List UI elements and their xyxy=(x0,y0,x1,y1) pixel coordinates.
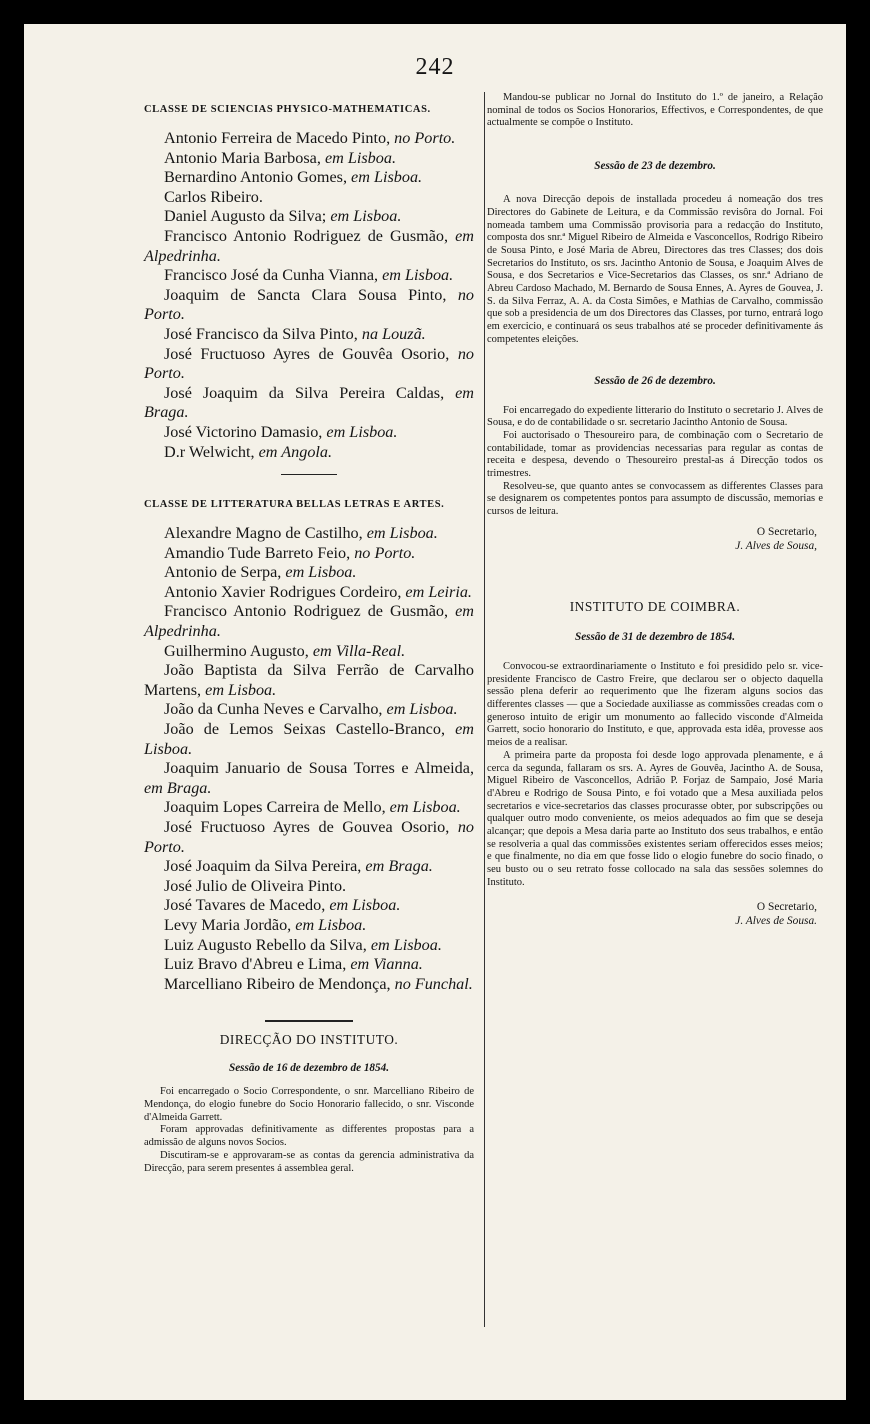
member-place: em Vianna. xyxy=(350,955,423,974)
member-name: D.r Welwicht, xyxy=(164,442,259,461)
member-name: Francisco Antonio Rodriguez de Gusmão, xyxy=(164,602,456,621)
member-entry xyxy=(144,129,474,149)
member-entry xyxy=(144,168,474,188)
member-name: Luiz Augusto Rebello da Silva, xyxy=(164,935,371,954)
member-entry xyxy=(144,936,474,956)
member-entry xyxy=(144,544,474,564)
member-name: Luiz Bravo d'Abreu e Lima, xyxy=(164,955,351,974)
member-entry xyxy=(144,286,474,325)
member-entry xyxy=(144,266,474,286)
paragraph: Discutiram-se e approvaram-se as contas da gerencia administrativa da Direcção, para serem presentes á assemblea geral. xyxy=(144,1149,474,1174)
member-place: em Lisboa. xyxy=(326,422,398,441)
member-name: Antonio Maria Barbosa, xyxy=(164,148,325,167)
member-place: em Lisboa. xyxy=(285,563,357,582)
signature-role: O Secretario, xyxy=(756,900,817,913)
member-entry xyxy=(144,759,474,798)
member-name: José Joaquim da Silva Pereira Caldas, xyxy=(164,383,456,402)
member-name: Joaquim de Sancta Clara Sousa Pinto, xyxy=(164,285,458,304)
member-entry xyxy=(144,857,474,877)
member-place: em Lisboa. xyxy=(144,720,474,758)
paragraph: Mandou-se publicar no Jornal do Instituto do 1.º de janeiro, a Relação nominal de todos os Socios Honorarios, Effectivos, e Correspondentes, de que actualmente se compõe o Instituto. xyxy=(487,92,823,129)
member-entry xyxy=(144,602,474,641)
member-entry xyxy=(144,916,474,936)
member-name: Bernardino Antonio Gomes, xyxy=(164,168,352,187)
coimbra-heading: INSTITUTO DE COIMBRA. xyxy=(569,598,741,614)
member-place: em Lisboa. xyxy=(366,524,438,543)
right-column xyxy=(487,92,823,928)
session2-text xyxy=(487,194,823,346)
member-entry xyxy=(144,524,474,544)
member-entry xyxy=(144,188,474,208)
member-entry xyxy=(144,325,474,345)
paragraph: Foram approvadas definitivamente as differentes propostas para a admissão de alguns novos Socios. xyxy=(144,1124,474,1149)
member-place: em Leiria. xyxy=(405,582,472,601)
member-name: Amandio Tude Barreto Feio, xyxy=(164,543,355,562)
session2-title: Sessão de 23 de dezembro. xyxy=(594,160,716,173)
member-entry xyxy=(144,149,474,169)
member-name: Antonio de Serpa, xyxy=(164,563,286,582)
member-entry xyxy=(144,207,474,227)
member-name: João de Lemos Seixas Castello-Branco, xyxy=(164,720,456,739)
session3-title: Sessão de 26 de dezembro. xyxy=(594,374,716,387)
class1-member-list xyxy=(144,129,474,462)
member-name: Alexandre Magno de Castilho, xyxy=(164,524,367,543)
signature-name: J. Alves de Sousa, xyxy=(735,539,817,552)
member-name: Francisco José da Cunha Vianna, xyxy=(164,266,383,285)
member-name: Antonio Ferreira de Macedo Pinto, xyxy=(164,129,395,147)
member-name: Joaquim Lopes Carreira de Mello, xyxy=(164,798,390,817)
column-divider xyxy=(484,92,485,1327)
member-name: José Joaquim da Silva Pereira, xyxy=(164,857,366,876)
member-place: em Lisboa. xyxy=(351,168,423,187)
member-place: em Braga. xyxy=(144,383,474,422)
separator-rule xyxy=(265,1020,353,1022)
member-place: em Braga. xyxy=(365,857,433,876)
paragraph: Foi encarregado o Socio Correspondente, o snr. Marcelliano Ribeiro de Mendonça, do elogio funebre do Socio Honorario fallecido, o snr. Visconde d'Almeida Garrett. xyxy=(144,1086,474,1123)
member-name: José Francisco da Silva Pinto, xyxy=(164,324,362,343)
member-place: em Alpedrinha. xyxy=(144,226,474,265)
member-name: José Fructuoso Ayres de Gouvêa Osorio, xyxy=(164,344,458,363)
member-place: no Porto. xyxy=(144,344,474,383)
member-place: em Lisboa. xyxy=(382,266,454,285)
separator-rule xyxy=(281,474,337,475)
member-entry xyxy=(144,345,474,384)
member-entry xyxy=(144,423,474,443)
session1-text xyxy=(144,1086,474,1175)
member-name: Carlos Ribeiro. xyxy=(164,187,263,206)
signature-name: J. Alves de Sousa. xyxy=(735,914,817,927)
member-place: na Louzã. xyxy=(361,324,426,343)
member-name: Guilhermino Augusto, xyxy=(164,641,313,660)
member-place: em Lisboa. xyxy=(324,148,397,167)
session4-text xyxy=(487,661,823,890)
member-entry xyxy=(144,818,474,857)
member-name: João Baptista da Silva Ferrão de Carvalho Martens, xyxy=(144,661,474,699)
paragraph: Foi auctorisado o Thesoureiro para, de combinação com o Secretario de contabilidade, tomar as providencias necessarias para regular as contas de receita e despesa, devendo o Thesoureiro prestal-as á Direcção todos os trimestres. xyxy=(487,429,823,480)
member-entry xyxy=(144,384,474,423)
paragraph: Foi encarregado do expediente litterario do Instituto o secretario J. Alves de Sousa, e do de contabilidade o sr. secretario Jacintho Antonio de Sousa. xyxy=(487,404,823,429)
direccao-heading: DIRECÇÃO DO INSTITUTO. xyxy=(219,1032,399,1048)
member-entry xyxy=(144,798,474,818)
session1-title: Sessão de 16 de dezembro de 1854. xyxy=(228,1062,390,1075)
member-place: em Angola. xyxy=(258,442,333,461)
member-place: em Lisboa. xyxy=(370,935,442,954)
member-place: no Funchal. xyxy=(394,974,473,993)
newspaper-page xyxy=(24,24,846,1400)
member-name: José Fructuoso Ayres de Gouvea Osorio, xyxy=(164,818,458,836)
signature-block xyxy=(487,900,823,928)
class1-heading: CLASSE DE SCIENCIAS PHYSICO-MATHEMATICAS. xyxy=(144,104,431,115)
member-name: Francisco Antonio Rodriguez de Gusmão, xyxy=(164,226,456,245)
member-place: em Lisboa. xyxy=(386,700,458,719)
member-place: em Lisboa. xyxy=(295,915,367,934)
member-name: Daniel Augusto da Silva; xyxy=(164,207,331,226)
member-entry xyxy=(144,443,474,463)
page-number: 242 xyxy=(415,54,455,80)
member-entry xyxy=(144,661,474,700)
member-name: Joaquim Januario de Sousa Torres e Almeida, xyxy=(164,759,474,778)
continued-text xyxy=(487,92,823,130)
paragraph: A nova Direcção depois de installada procedeu á nomeação dos tres Directores do Gabinete de Leitura, e da Commissão revisôra do Jornal. Foi nomeada tambem uma Commissão provisoria para a redacção do Instituto, composta dos snr.ª Miguel Ribeiro de Almeida e Vasconcellos, Rodrigo Ribeiro de Sousa Pinto, e José Maria de Abreu, Directores das tres Classes; dos dois Secretarios do Instituto, os srs. Jacintho Antonio de Sousa, e Joaquim Alves de Sousa, e dos Secretarios e Vice-Secretarios das Classes, os snr.ª Adriano de Abreu Cardoso Machado, M. Bernardo de Sousa Ennes, A. Ayres de Gouvea, J. S. da Silva Ferraz, A. A. da Costa Simões, e Mathias de Carvalho, commissão que sob a presidencia de um dos Directores das Classes, por turno, entrará logo em exercicio, e continuará os seus trabalhos até se proceder definitivamente ás competentes eleições. xyxy=(487,194,823,345)
member-place: em Villa-Real. xyxy=(312,641,406,660)
member-place: no Porto. xyxy=(354,543,416,562)
member-entry xyxy=(144,642,474,662)
member-entry xyxy=(144,700,474,720)
member-name: Levy Maria Jordão, xyxy=(164,915,296,934)
member-entry xyxy=(144,896,474,916)
session4-title: Sessão de 31 de dezembro de 1854. xyxy=(574,630,736,643)
member-name: Antonio Xavier Rodrigues Cordeiro, xyxy=(164,582,406,601)
member-entry xyxy=(144,975,474,995)
member-place: em Braga. xyxy=(144,778,212,797)
member-name: José Victorino Damasio, xyxy=(164,422,327,441)
member-entry xyxy=(144,720,474,759)
left-column xyxy=(144,104,474,1175)
member-name: João da Cunha Neves e Carvalho, xyxy=(164,700,387,719)
member-name: José Tavares de Macedo, xyxy=(164,896,330,915)
member-entry xyxy=(144,877,474,897)
member-place: no Porto. xyxy=(144,818,474,856)
class2-member-list xyxy=(144,524,474,994)
session3-text xyxy=(487,405,823,519)
signature-role: O Secretario, xyxy=(756,525,817,538)
signature-block xyxy=(487,525,823,553)
member-name: José Julio de Oliveira Pinto. xyxy=(164,876,347,895)
member-entry xyxy=(144,227,474,266)
member-name: Marcelliano Ribeiro de Mendonça, xyxy=(164,974,395,993)
paragraph: A primeira parte da proposta foi desde logo approvada plenamente, e á cerca da segunda, fallaram os srs. A. Ayres de Gouvêa, Jacintho A. de Sousa, Miguel Ribeiro de Vasconcellos, Adrião P. Forjaz de Sampaio, José Maria d'Abreu e Rodrigo de Sousa Pinto, e foi votado que a Mesa auxiliada pelos secretarios e vice-secretarios das classes procurasse obter, por subscripções ou qualquer outro modo conveniente, os meios adequados ao fim que se deseja alcançar; que depois a Mesa daria parte ao Instituto dos seus trabalhos, e então se resolveria a qual das commissões existentes seriam offerecidos esses meios; e que finalmente, no dia em que fosse lido o elogio funebre do socio finado, o seu busto ou o seu retrato fosse collocado na sala das sessões solemnes do Instituto. xyxy=(487,749,823,888)
member-entry xyxy=(144,563,474,583)
paragraph: Convocou-se extraordinariamente o Instituto e foi presidido pelo sr. vice-presidente Francisco de Castro Freire, que declarou ser o objecto daquella sessão plena deferir ao requerimento que lhe fizeram alguns socios das differentes classes — que a Sociedade auxiliasse as commissões creadas com o generoso intuito de erigir um monumento ao fallecido visconde d'Almeida Garrett, socio honorario do Instituto, e que, approvada esta idêa, provesse aos meios de a realisar. xyxy=(487,660,823,749)
class2-heading: CLASSE DE LITTERATURA BELLAS LETRAS E ARTES. xyxy=(144,499,445,511)
member-place: em Lisboa. xyxy=(330,207,402,226)
member-place: em Lisboa. xyxy=(205,680,277,699)
member-entry xyxy=(144,583,474,603)
member-place: em Alpedrinha. xyxy=(144,602,474,641)
paragraph: Resolveu-se, que quanto antes se convocassem as differentes Classes para se designarem os competentes pontos para assumpto de discussão, memorias e cursos de leitura. xyxy=(487,480,823,518)
member-place: em Lisboa. xyxy=(329,896,401,915)
member-place: no Porto. xyxy=(144,285,474,324)
member-place: no Porto. xyxy=(394,129,456,147)
member-entry xyxy=(144,955,474,975)
member-place: em Lisboa. xyxy=(389,798,461,817)
